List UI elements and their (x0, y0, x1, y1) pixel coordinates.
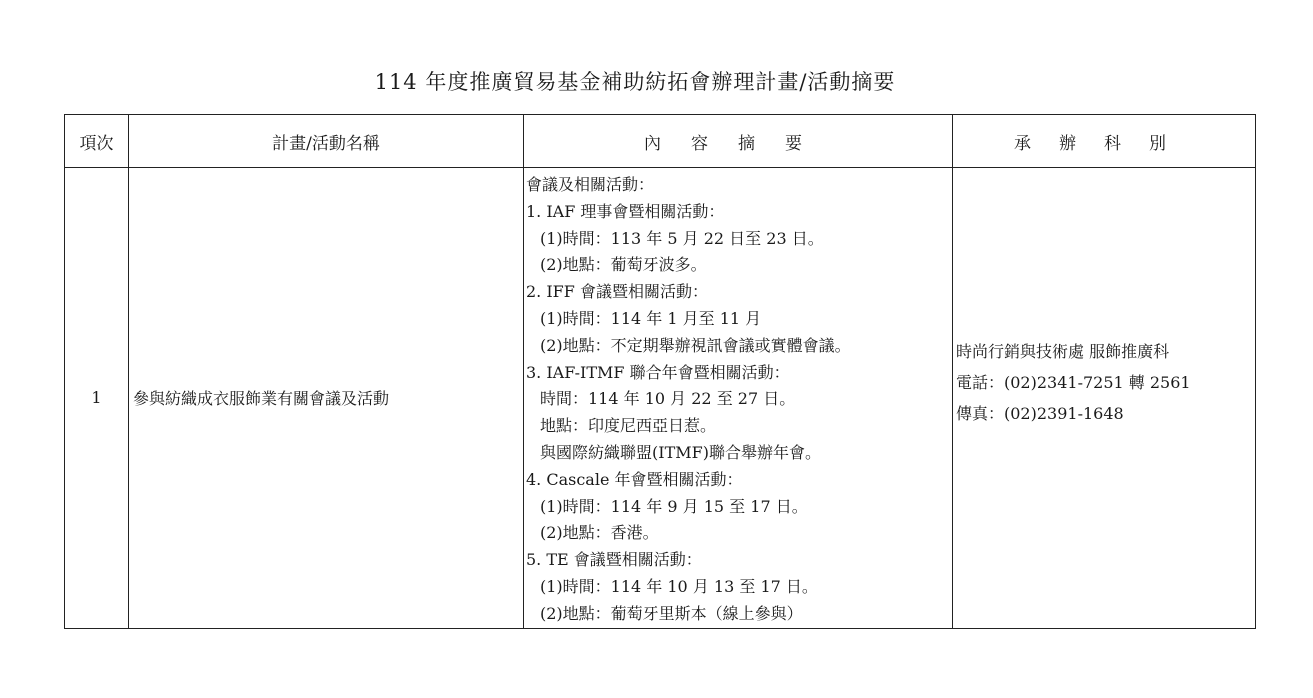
header-summary: 內容摘要 (524, 115, 953, 168)
summary-line: 1. IAF 理事會暨相關活動： (526, 201, 725, 221)
summary-line: (1)時間：114 年 9 月 15 至 17 日。 (540, 496, 808, 516)
summary-line: (1)時間：113 年 5 月 22 日至 23 日。 (540, 228, 824, 248)
summary-line: 與國際紡織聯盟(ITMF)聯合舉辦年會。 (540, 442, 821, 462)
department-lines (956, 336, 1255, 429)
department-name: 時尚行銷與技術處 服飾推廣科 (956, 342, 1170, 362)
cell-department (953, 168, 1256, 629)
summary-line: (2)地點：葡萄牙里斯本（線上參與） (540, 603, 803, 623)
summary-line: 會議及相關活動： (526, 175, 655, 194)
header-plan-name: 計畫/活動名稱 (129, 115, 524, 168)
cell-item-no: 1 (65, 168, 129, 629)
summary-line: (2)地點：香港。 (540, 523, 659, 543)
summary-line: (2)地點：不定期舉辦視訊會議或實體會議。 (540, 335, 851, 355)
summary-line: 3. IAF-ITMF 聯合年會暨相關活動： (526, 362, 790, 382)
summary-line: 2. IFF 會議暨相關活動： (526, 282, 708, 302)
summary-line: (2)地點：葡萄牙波多。 (540, 255, 707, 275)
summary-line: 5. TE 會議暨相關活動： (526, 550, 702, 570)
department-fax: 傳真：(02)2391-1648 (956, 404, 1124, 424)
table-header-row (65, 115, 1256, 168)
department-phone: 電話：(02)2341-7251 轉 2561 (956, 373, 1191, 393)
summary-line: 4. Cascale 年會暨相關活動： (526, 469, 743, 489)
cell-summary (524, 168, 953, 629)
cell-plan-name: 參與紡織成衣服飾業有關會議及活動 (129, 168, 524, 629)
summary-line: (1)時間：114 年 10 月 13 至 17 日。 (540, 576, 818, 596)
table-row (65, 168, 1256, 629)
summary-line: 地點：印度尼西亞日惹。 (540, 416, 717, 436)
header-item-no: 項次 (65, 115, 129, 168)
summary-line: (1)時間：114 年 1 月至 11 月 (540, 308, 762, 328)
summary-line: 時間：114 年 10 月 22 至 27 日。 (540, 389, 796, 409)
summary-lines (524, 168, 952, 628)
document-title: 114 年度推廣貿易基金補助紡拓會辦理計畫/活動摘要 (374, 70, 896, 94)
activity-summary-table (64, 114, 1256, 629)
header-department: 承辦科別 (953, 115, 1256, 168)
